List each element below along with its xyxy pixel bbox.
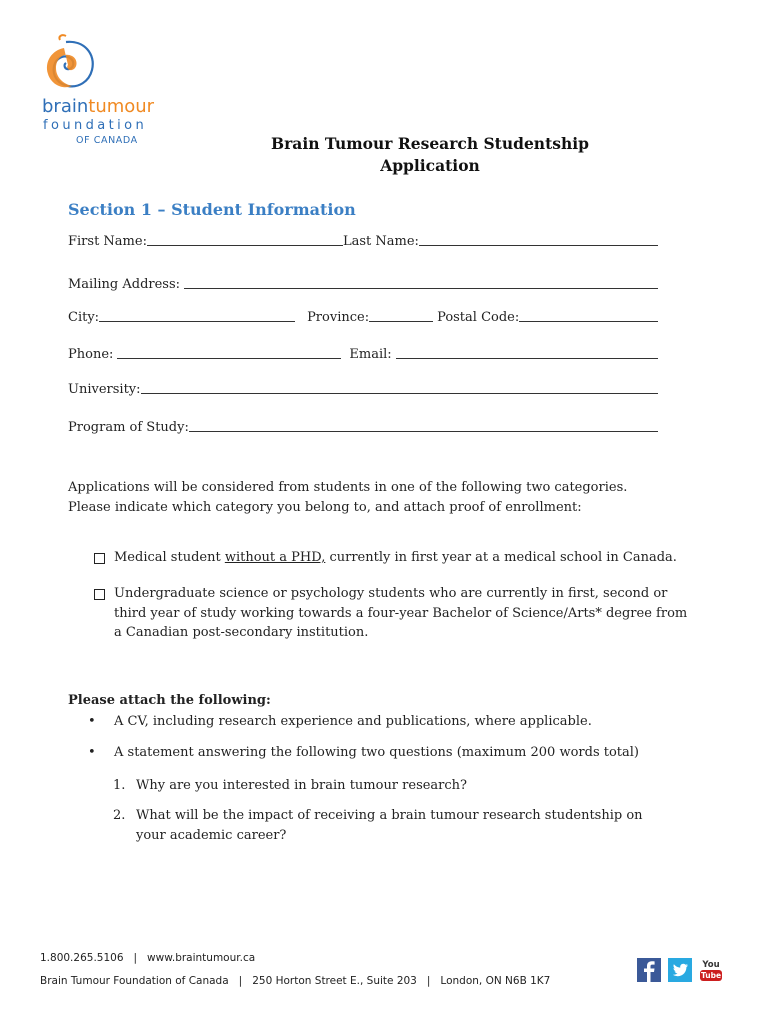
- mailing-address-label: Mailing Address:: [68, 277, 181, 292]
- question-2: [113, 806, 673, 845]
- contact-row: [68, 342, 658, 362]
- email-field[interactable]: [396, 344, 658, 359]
- mailing-address-field[interactable]: [184, 274, 658, 289]
- category-option-1: [94, 548, 694, 568]
- section-1-heading: Section 1 – Student Information: [68, 200, 356, 219]
- spiral-logo-icon: [40, 34, 100, 94]
- logo-foundation-text: foundation: [43, 118, 148, 133]
- youtube-you-text: You: [702, 960, 720, 970]
- youtube-icon[interactable]: [700, 960, 722, 984]
- category-option-2: [94, 584, 692, 643]
- attach-bullet-1: [88, 712, 688, 732]
- province-field[interactable]: [369, 307, 433, 322]
- document-title: [230, 133, 630, 177]
- option-1-prefix: Medical student: [114, 550, 225, 565]
- youtube-tube-text: Tube: [700, 971, 722, 980]
- logo-canada-text: OF CANADA: [76, 135, 138, 146]
- last-name-label: Last Name:: [342, 234, 419, 249]
- question-1-text: Why are you interested in brain tumour research?: [136, 778, 468, 793]
- foundation-logo: [40, 34, 170, 154]
- logo-brain-text: brain: [42, 96, 89, 117]
- postal-code-label: Postal Code:: [437, 310, 520, 325]
- footer-contact: 1.800.265.5106 | www.braintumour.ca: [40, 952, 256, 964]
- province-label: Province:: [307, 310, 370, 325]
- facebook-icon[interactable]: [637, 958, 661, 982]
- option-1-underline: without a PHD,: [224, 550, 326, 565]
- university-field[interactable]: [141, 379, 658, 394]
- undergraduate-checkbox[interactable]: [94, 589, 105, 600]
- attach-heading: Please attach the following:: [68, 693, 271, 708]
- footer-address: Brain Tumour Foundation of Canada | 250 Horton Street E., Suite 203 | London, ON N6B 1K7: [40, 975, 551, 987]
- university-row: [68, 377, 658, 397]
- option-2-text: Undergraduate science or psychology students who are currently in first, second or third year of study working towards a four-year Bachelor of Science/Arts* degree from a Canadian post-secondary institution.: [114, 586, 688, 640]
- question-2-text: What will be the impact of receiving a brain tumour research studentship on your academic career?: [136, 808, 643, 843]
- bullet-icon: •: [88, 714, 96, 729]
- phone-label: Phone:: [68, 347, 114, 362]
- city-row: [68, 305, 658, 325]
- question-1-number: 1.: [113, 778, 126, 793]
- program-label: Program of Study:: [68, 420, 189, 435]
- attach-bullet-2: [88, 743, 688, 763]
- bullet-icon: •: [88, 745, 96, 760]
- postal-code-field[interactable]: [519, 307, 658, 322]
- medical-student-checkbox[interactable]: [94, 553, 105, 564]
- twitter-icon[interactable]: [668, 958, 692, 982]
- phone-field[interactable]: [117, 344, 341, 359]
- categories-intro: Applications will be considered from students in one of the following two categories. Please indicate which category you belong to, and attach proof of enrollment:: [68, 480, 628, 515]
- first-name-field[interactable]: [147, 231, 343, 246]
- program-field[interactable]: [189, 417, 658, 432]
- last-name-field[interactable]: [419, 231, 658, 246]
- title-line-2: Application: [380, 156, 480, 175]
- city-label: City:: [68, 310, 100, 325]
- question-2-number: 2.: [113, 808, 126, 823]
- name-row: [68, 229, 658, 249]
- first-name-label: First Name:: [68, 234, 147, 249]
- city-field[interactable]: [99, 307, 295, 322]
- address-row: [68, 272, 658, 292]
- title-line-1: Brain Tumour Research Studentship: [271, 134, 589, 153]
- logo-tumour-text: tumour: [88, 96, 155, 117]
- bullet-1-text: A CV, including research experience and publications, where applicable.: [114, 714, 592, 729]
- bullet-2-text: A statement answering the following two questions (maximum 200 words total): [114, 745, 640, 760]
- option-1-suffix: currently in first year at a medical school in Canada.: [325, 550, 677, 565]
- email-label: Email:: [349, 347, 392, 362]
- question-1: [113, 776, 693, 796]
- university-label: University:: [68, 382, 141, 397]
- program-row: [68, 415, 658, 435]
